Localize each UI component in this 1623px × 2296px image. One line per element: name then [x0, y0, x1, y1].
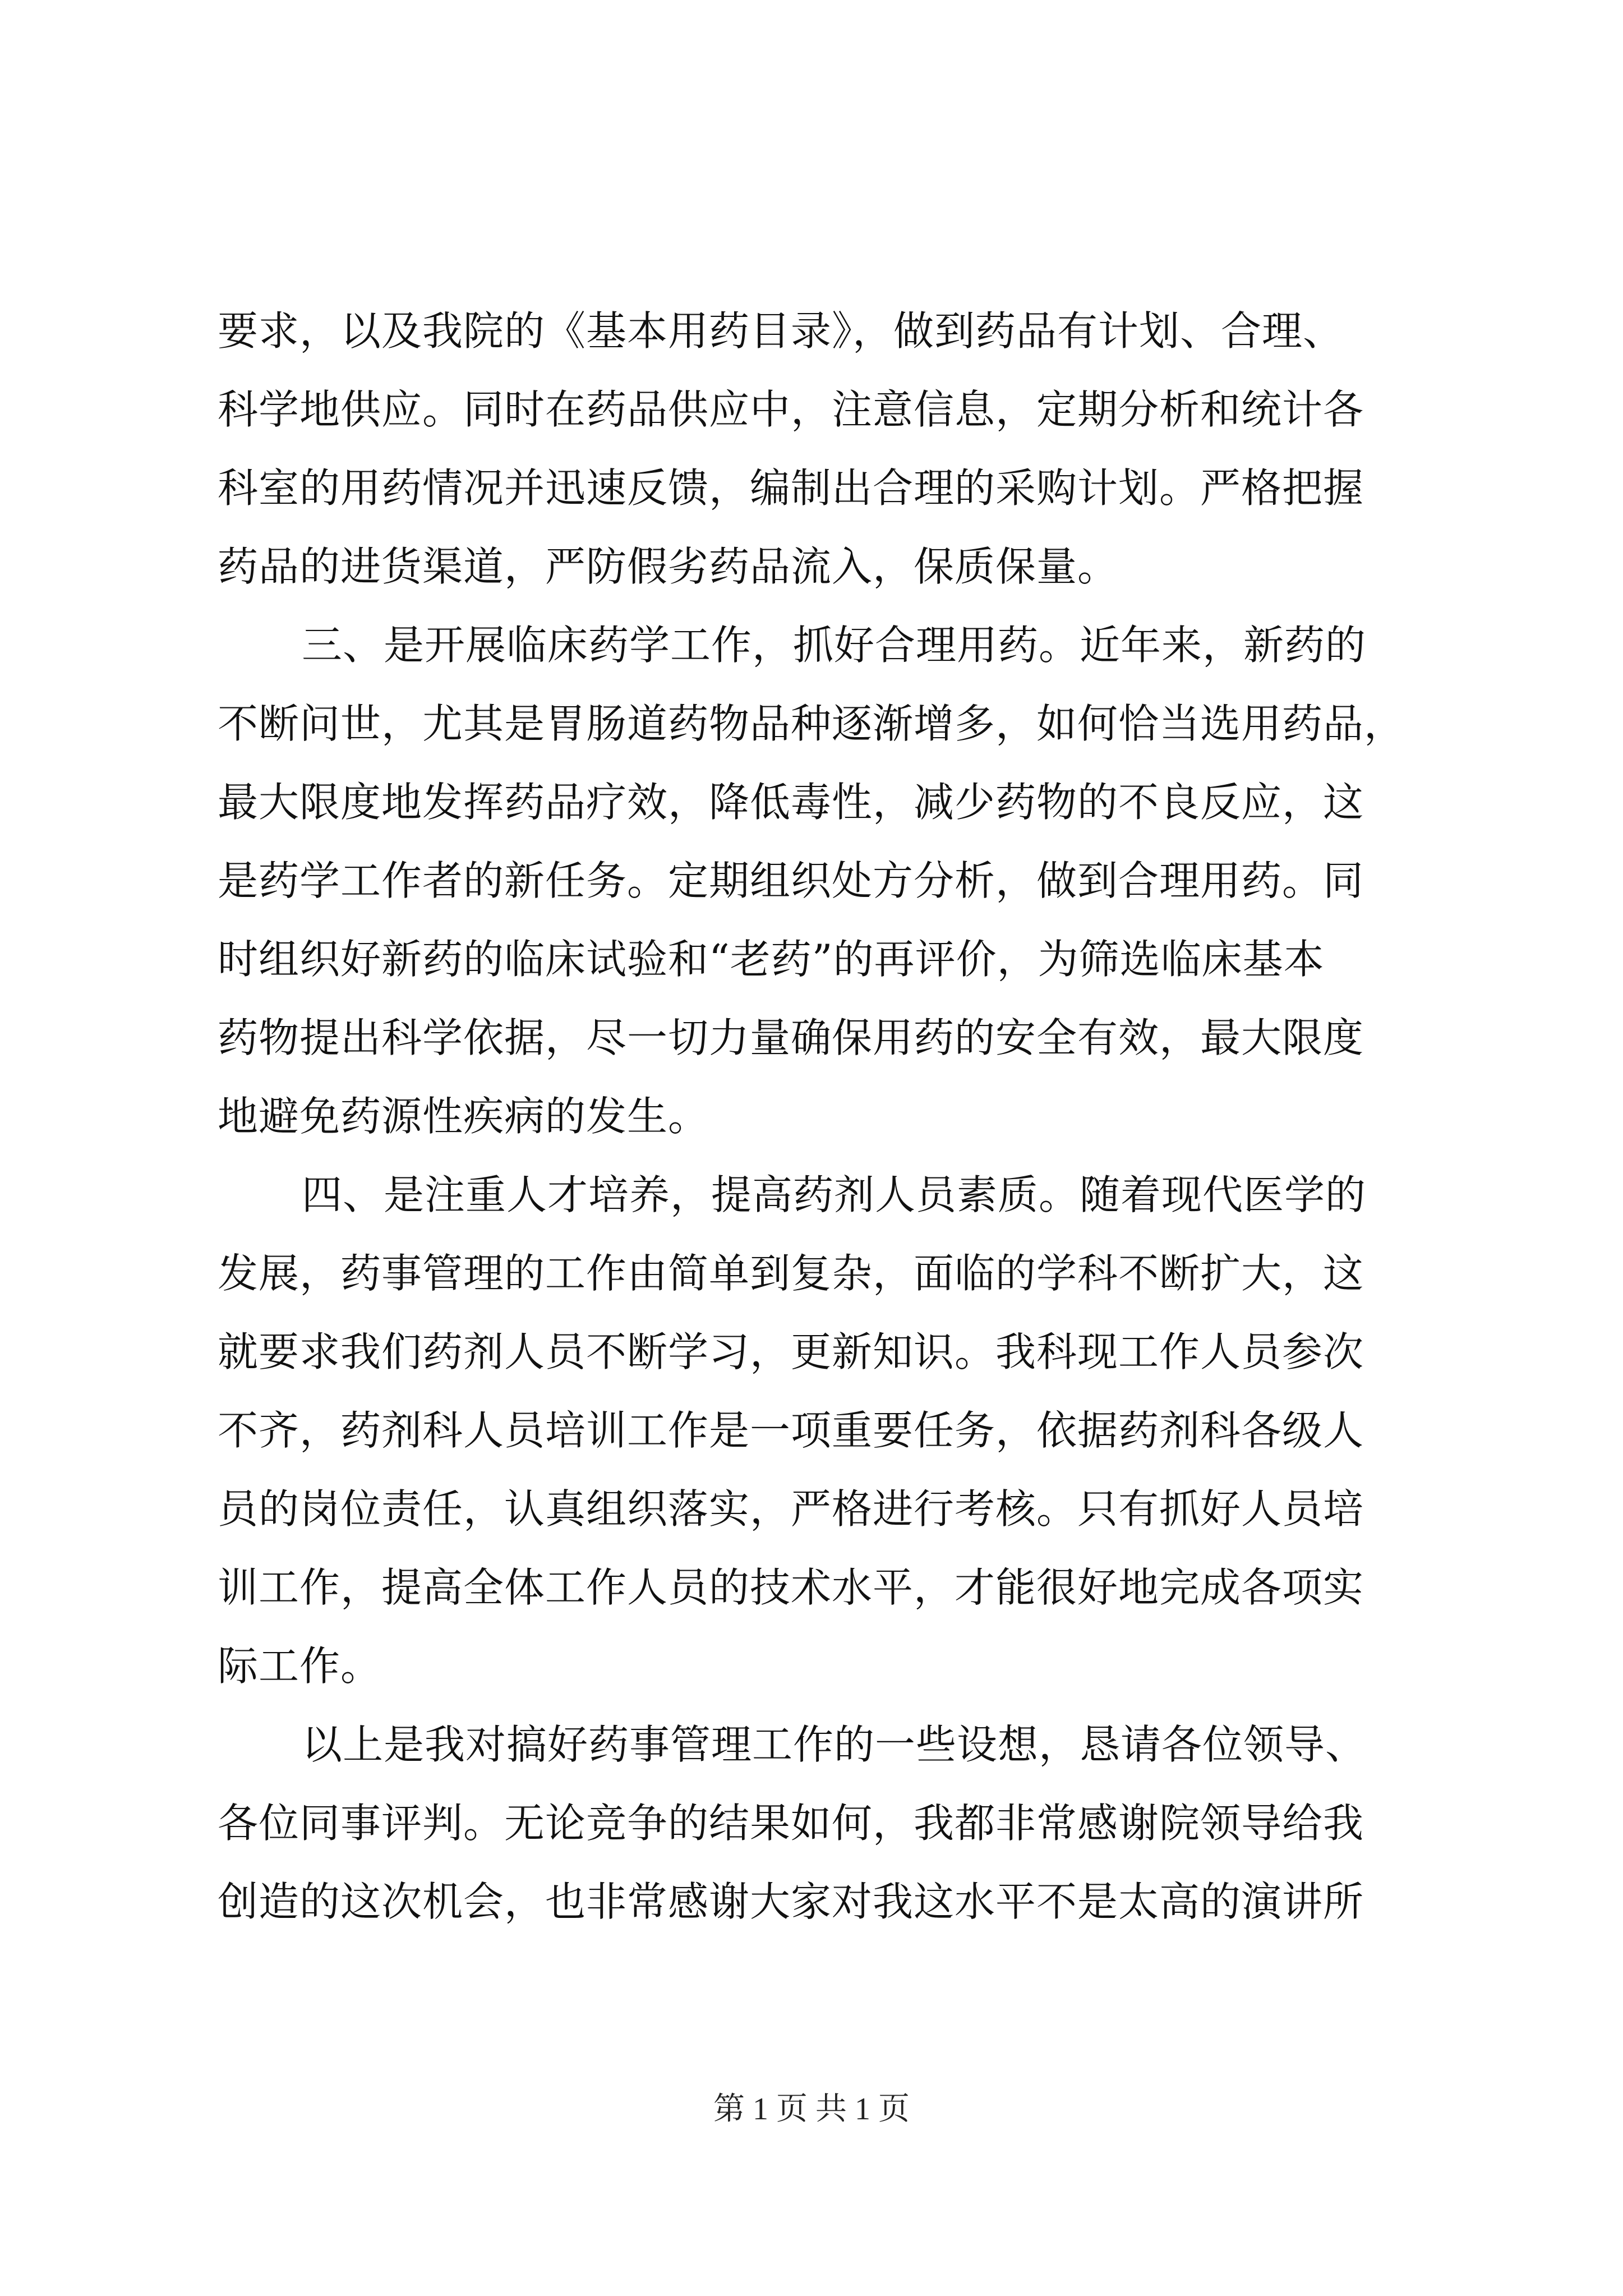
text-line: 不断问世，尤其是胃肠道药物品种逐渐增多，如何恰当选用药品，	[218, 700, 1405, 747]
text-line: 是药学工作者的新任务。定期组织处方分析，做到合理用药。同	[218, 857, 1364, 904]
text-line: 发展，药事管理的工作由简单到复杂，面临的学科不断扩大，这	[218, 1250, 1364, 1297]
text-line: 要求，以及我院的《基本用药目录》，做到药品有计划、合理、	[218, 307, 1344, 355]
text-line: 药品的进货渠道，严防假劣药品流入，保质保量。	[218, 543, 1119, 590]
text-line: 时组织好新药的临床试验和“老药”的再评价，为筛选临床基本	[218, 936, 1325, 983]
text-line: 际工作。	[218, 1642, 382, 1690]
text-line: 就要求我们药剂人员不断学习，更新知识。我科现工作人员参次	[218, 1328, 1364, 1375]
page-footer: 第 1 页 共 1 页	[713, 2092, 910, 2127]
text-line: 最大限度地发挥药品疗效，降低毒性，减少药物的不良反应，这	[218, 779, 1364, 826]
paragraph-start-line: 三、是开展临床药学工作，抓好合理用药。近年来，新药的	[302, 622, 1367, 669]
text-line: 训工作，提高全体工作人员的技术水平，才能很好地完成各项实	[218, 1564, 1364, 1611]
text-line: 各位同事评判。无论竞争的结果如何，我都非常感谢院领导给我	[218, 1800, 1364, 1847]
document-body	[218, 292, 1423, 1941]
text-line: 员的岗位责任，认真组织落实，严格进行考核。只有抓好人员培	[218, 1485, 1364, 1533]
text-line: 药物提出科学依据，尽一切力量确保用药的安全有效，最大限度	[218, 1014, 1364, 1061]
text-line: 创造的这次机会，也非常感谢大家对我这水平不是太高的演讲所	[218, 1878, 1364, 1925]
text-line: 不齐，药剂科人员培训工作是一项重要任务，依据药剂科各级人	[218, 1407, 1364, 1454]
text-line: 科室的用药情况并迅速反馈，编制出合理的采购计划。严格把握	[218, 464, 1364, 512]
text-line: 科学地供应。同时在药品供应中，注意信息，定期分析和统计各	[218, 386, 1364, 433]
paragraph-start-line: 以上是我对搞好药事管理工作的一些设想，恳请各位领导、	[302, 1721, 1367, 1768]
paragraph-start-line: 四、是注重人才培养，提高药剂人员素质。随着现代医学的	[302, 1171, 1367, 1218]
text-line: 地避免药源性疾病的发生。	[218, 1093, 709, 1140]
